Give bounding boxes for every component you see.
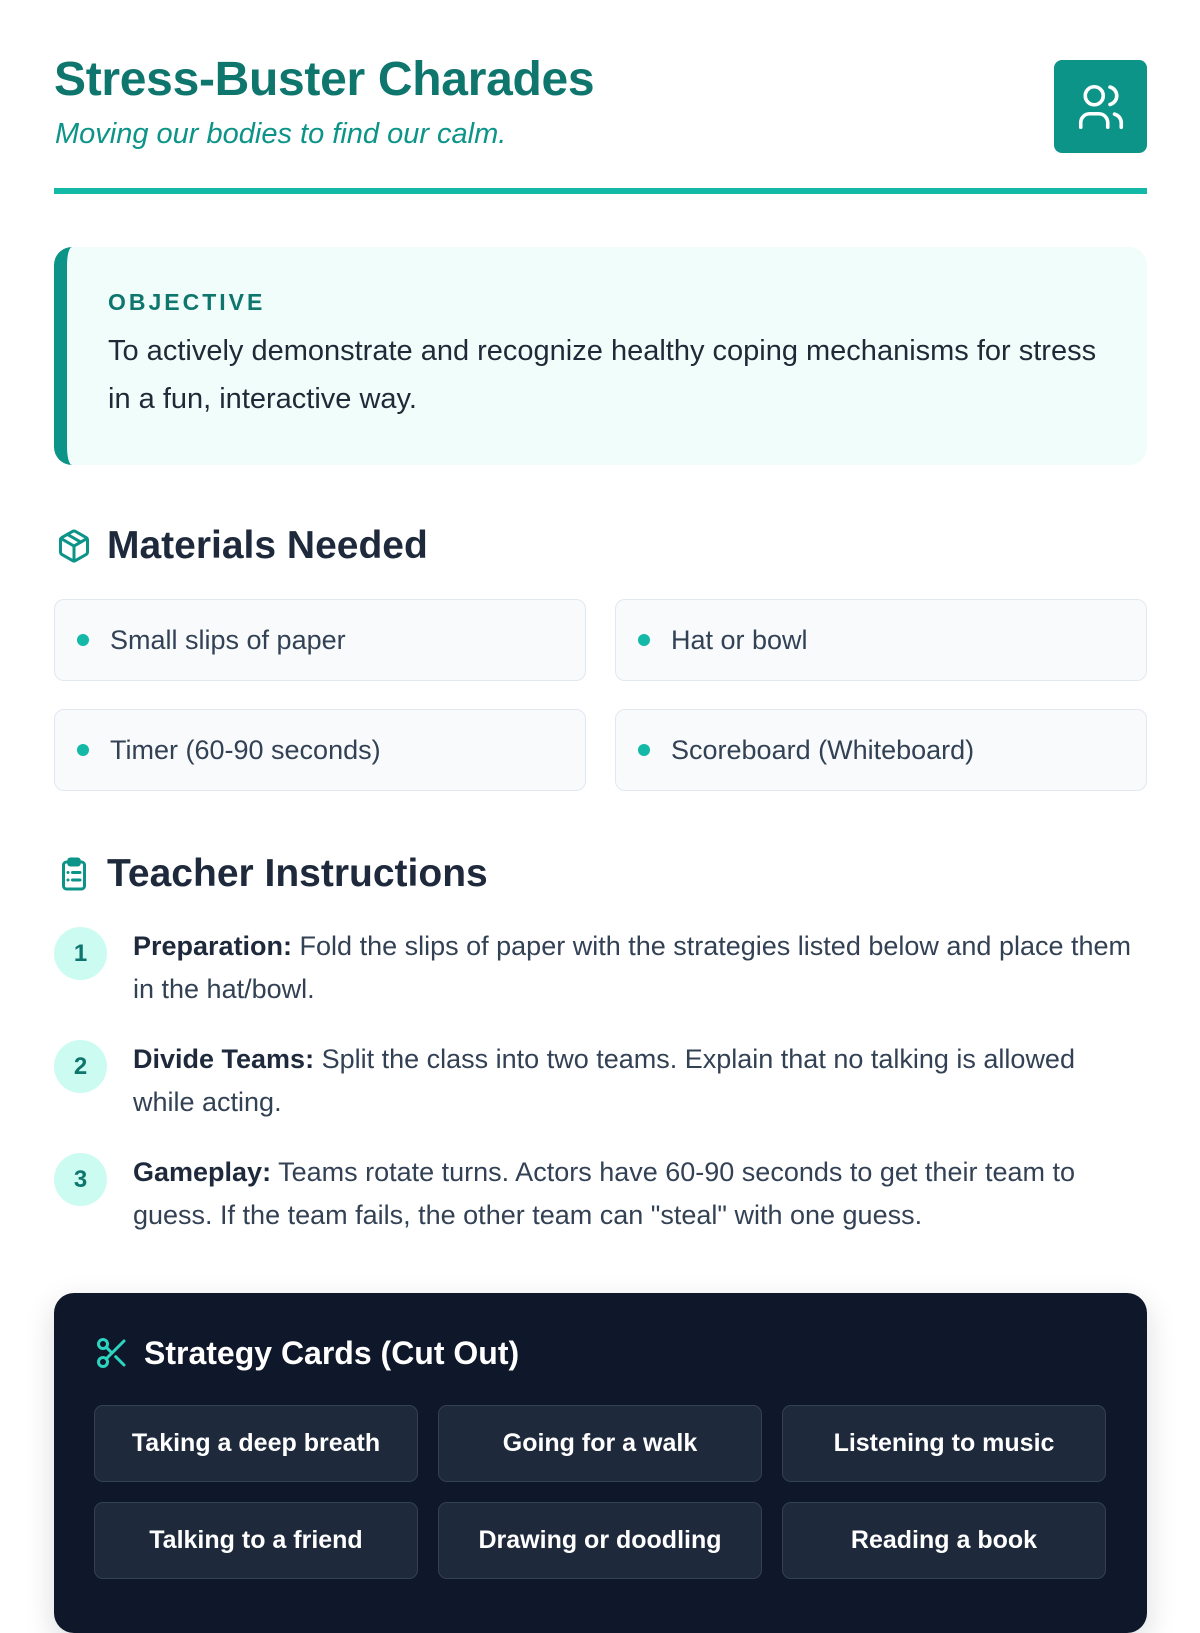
objective-text: To actively demonstrate and recognize healthy coping mechanisms for stress in a fun, interactive way. xyxy=(108,335,1097,415)
strategy-card: Listening to music xyxy=(782,1405,1106,1482)
page-subtitle: Moving our bodies to find our calm. xyxy=(55,118,507,150)
bullet-dot xyxy=(77,744,89,756)
strategy-cards-heading xyxy=(94,1333,519,1373)
step-number: 2 xyxy=(54,1040,107,1093)
material-label: Small slips of paper xyxy=(110,624,346,655)
bullet-dot xyxy=(77,634,89,646)
step-title: Divide Teams: xyxy=(133,1044,315,1074)
strategy-cards-panel xyxy=(54,1293,1147,1633)
lesson-page xyxy=(54,0,1147,1554)
instruction-steps xyxy=(54,925,1147,1264)
users-icon xyxy=(1054,60,1147,153)
box-icon xyxy=(54,526,94,566)
materials-title: Materials Needed xyxy=(107,524,428,567)
bullet-dot xyxy=(638,744,650,756)
materials-list xyxy=(54,599,1147,791)
strategy-card: Taking a deep breath xyxy=(94,1405,418,1482)
material-item xyxy=(615,599,1147,681)
material-item xyxy=(615,709,1147,791)
material-item xyxy=(54,709,586,791)
instruction-step xyxy=(54,925,1147,1038)
strategy-card: Drawing or doodling xyxy=(438,1502,762,1579)
step-body: Teams rotate turns. Actors have 60-90 seconds to get their team to guess. If the team fails, the other team can "steal" with one guess. xyxy=(133,1157,1075,1230)
objective-label: OBJECTIVE xyxy=(108,289,266,315)
step-text xyxy=(133,925,1143,1011)
strategy-card: Talking to a friend xyxy=(94,1502,418,1579)
step-text xyxy=(133,1151,1143,1237)
instructions-heading xyxy=(54,849,488,899)
instruction-step xyxy=(54,1038,1147,1151)
step-title: Preparation: xyxy=(133,931,293,961)
step-body: Fold the slips of paper with the strategies listed below and place them in the hat/bowl. xyxy=(133,931,1132,1004)
step-number: 1 xyxy=(54,927,107,980)
scissors-icon xyxy=(94,1335,130,1371)
instruction-step xyxy=(54,1151,1147,1264)
step-number: 3 xyxy=(54,1153,107,1206)
strategy-card: Reading a book xyxy=(782,1502,1106,1579)
strategy-cards-grid xyxy=(94,1405,1107,1579)
step-body: Split the class into two teams. Explain that no talking is allowed while acting. xyxy=(133,1044,1075,1117)
objective-box xyxy=(54,247,1147,465)
strategy-cards-title: Strategy Cards (Cut Out) xyxy=(144,1334,520,1371)
page-header xyxy=(54,0,1147,194)
material-label: Hat or bowl xyxy=(671,624,808,655)
material-label: Scoreboard (Whiteboard) xyxy=(671,734,975,765)
materials-heading xyxy=(54,521,428,571)
page-title: Stress-Buster Charades xyxy=(54,53,595,106)
strategy-card: Going for a walk xyxy=(438,1405,762,1482)
clipboard-icon xyxy=(54,854,94,894)
step-text xyxy=(133,1038,1143,1124)
step-title: Gameplay: xyxy=(133,1157,272,1187)
material-label: Timer (60-90 seconds) xyxy=(110,734,381,765)
instructions-title: Teacher Instructions xyxy=(107,852,488,895)
material-item xyxy=(54,599,586,681)
bullet-dot xyxy=(638,634,650,646)
